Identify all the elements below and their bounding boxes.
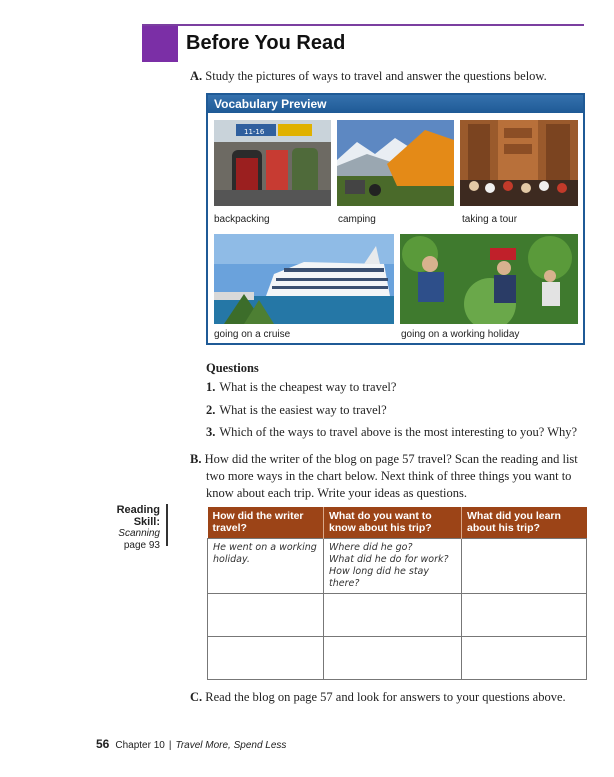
chart-cell [324,593,462,636]
question-number: 1. [206,380,216,394]
question-text: Which of the ways to travel above is the most interesting to you? Why? [219,425,578,439]
reading-skill-page: page 93 [123,540,160,551]
question-item [206,425,577,440]
reading-skill-note [90,504,168,551]
question-item [206,403,387,418]
caption-backpacking: backpacking [214,214,270,225]
working-holiday-photo [400,234,578,324]
section-a-letter: A. [190,69,203,83]
footer-separator: | [168,740,172,751]
section-b-line: know about each trip. Write your ideas as questions. [206,486,468,500]
backpacking-photo [214,120,331,206]
chart-cell: He went on a working holiday. [208,538,324,593]
page-title: Before You Read [186,32,346,54]
chapter-title: Travel More, Spend Less [175,740,287,751]
chart-header-learned: What did you learn about his trip? [462,507,587,538]
section-a-text: Study the pictures of ways to travel and answer the questions below. [205,69,547,83]
section-a-instruction [190,68,547,85]
table-row [208,538,587,593]
table-row [208,593,587,636]
questions-heading: Questions [206,361,259,375]
question-text: What is the easiest way to travel? [219,403,387,417]
section-c-text: Read the blog on page 57 and look for answers to your questions above. [205,690,566,704]
caption-taking-a-tour: taking a tour [462,214,518,225]
page-footer [96,737,286,751]
caption-camping: camping [338,214,376,225]
section-b-instruction [190,451,578,468]
header-accent-block [142,26,178,62]
camping-photo [337,120,454,206]
table-row [208,636,587,679]
caption-cruise: going on a cruise [214,329,291,340]
caption-working-holiday: going on a working holiday [401,329,520,340]
reading-skill-title: Reading Skill: [116,504,160,528]
taking-a-tour-photo [460,120,578,206]
section-b-line: How did the writer of the blog on page 57 travel? Scan the reading and list [204,452,578,466]
chapter-label: Chapter 10 [115,740,165,751]
section-b-line: two more ways in the chart below. Next think of three things you want to [206,469,572,483]
vocabulary-preview-header: Vocabulary Preview [208,95,583,113]
question-number: 2. [206,403,216,417]
section-c-instruction [190,689,566,706]
section-b-letter: B. [190,452,202,466]
chart-cell [462,538,587,593]
question-item [206,380,396,395]
cruise-photo [214,234,394,324]
section-c-letter: C. [190,690,203,704]
question-chart [207,507,587,680]
chart-cell [208,636,324,679]
chart-header-travel: How did the writer travel? [208,507,324,538]
chart-cell [462,593,587,636]
header-rule [142,24,584,26]
question-number: 3. [206,425,216,439]
vocabulary-preview-box [206,93,585,345]
chart-cell [324,636,462,679]
chart-cell: Where did he go? What did he do for work? How long did he stay there? [324,538,462,593]
reading-skill-name: Scanning [118,528,160,539]
chart-cell [208,593,324,636]
svg-text:11-16: 11-16 [244,128,265,136]
question-text: What is the cheapest way to travel? [219,380,397,394]
page-number: 56 [96,737,110,751]
chart-header-want-to-know: What do you want to know about his trip? [324,507,462,538]
chart-cell [462,636,587,679]
